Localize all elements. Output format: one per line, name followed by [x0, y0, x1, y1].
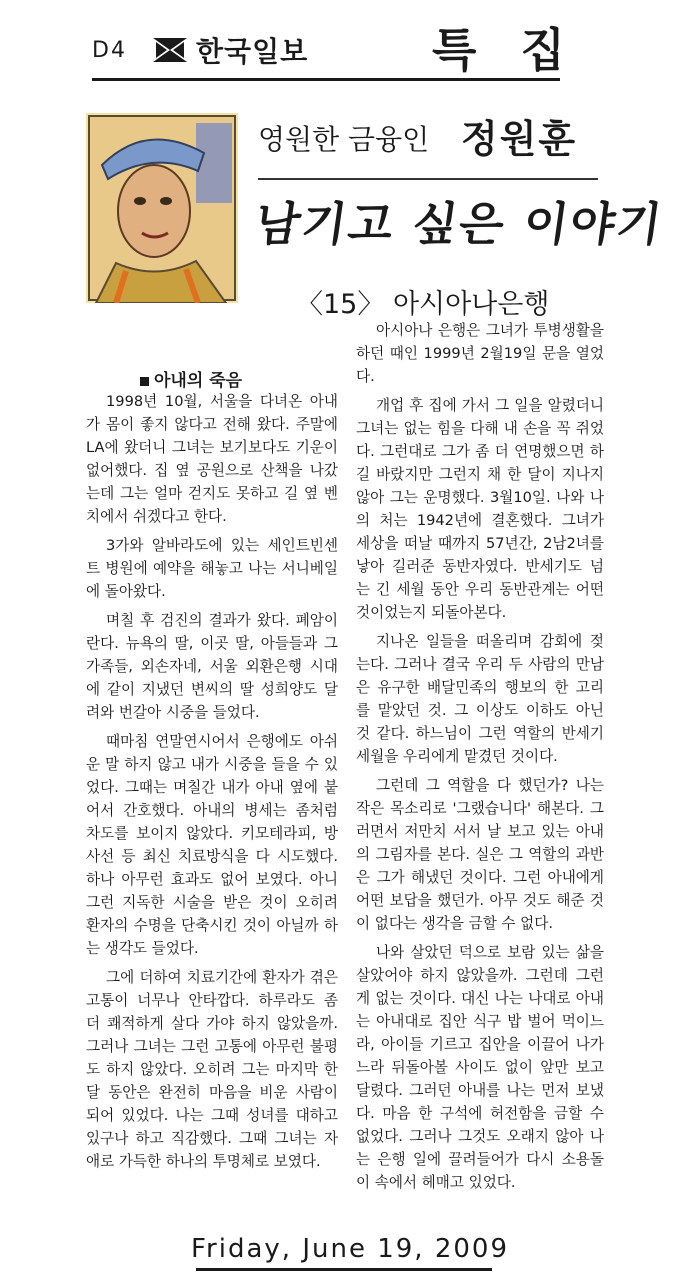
paragraph: 1998년 10월, 서울을 다녀온 아내가 몸이 좋지 않다고 전해 왔다. 주말에 LA에 왔더니 그녀는 보기보다도 기운이 없어했다. 집 옆 공원으로 산책을 나갔는데 그는 얼마 걷지도 못하고 길 옆 벤치에서 쉬겠다고 한다. — [86, 393, 338, 525]
paragraph: 며칠 후 검진의 결과가 왔다. 폐암이란다. 뉴욕의 딸, 이곳 딸, 아들들과 그 가족들, 외손자네, 서울 외환은행 시대에 같이 지냈던 변씨의 딸 성희양도 달려와 번갈아 시중을 들었다. — [86, 612, 338, 721]
chapter-title: 〈15〉 아시아나은행 — [296, 289, 550, 320]
paragraph: 그에 더하여 치료기간에 환자가 겪은 고통이 너무나 안타깝다. 하루라도 좀 더 쾌적하게 살다 가야 하지 않았을까. 그러나 그녀는 그런 고통에 아무런 불평도 하지 않았다. 오히려 그는 마지막 한 달 동안은 완전히 마음을 비운 사람이 되어 있었다. 나는 그때 성녀를 대하고 있구나 하고 직감했다. 그때 그녀는 자애로 가득한 하나의 투명체로 보였다. — [86, 969, 338, 1170]
author-portrait — [86, 113, 238, 303]
date-day: Friday, June 19 — [190, 1234, 415, 1264]
paragraph: 그런데 그 역할을 다 했던가? 나는 작은 목소리로 '그랬습니다' 해본다. 그러면서 저만치 서서 날 보고 있는 아내의 그림자를 본다. 실은 그 역할의 과반은 그가 해냈던 것이다. 그런 아내에게 어떤 보답을 했던가. 아무 것도 해준 것이 없다는 생각을 금할 수 없다. — [356, 777, 604, 932]
author-name: 정원훈 — [461, 116, 578, 161]
paragraph: 때마침 연말연시어서 은행에도 아쉬운 말 하지 않고 내가 시중을 들을 수 있었다. 그때는 며칠간 내가 아내 옆에 붙어서 간호했다. 아내의 병세는 좀처럼 차도를 보이지 않았다. 키모테라피, 방사선 등 최신 치료방식을 다 시도했다. 하나 아무런 효과도 없어 보였다. 아니 그런 지독한 시술을 받은 것이 오히려 환자의 수명을 단축시킨 것이 아닐까 하는 생각도 들었다. — [86, 733, 338, 957]
date-year: 2009 — [434, 1234, 509, 1264]
paragraph: 개업 후 집에 가서 그 일을 알렸더니 그녀는 없는 힘을 다해 내 손을 꼭 쥐었다. 그런대로 그가 좀 더 연명했으면 하길 바랐지만 그런지 채 한 달이 지나지 않아 그는 운명했다. 3월10일. 나와 나의 처는 1942년에 결혼했다. 그녀가 세상을 떠날 때까지 57년간, 2남2녀를 낳아 길러준 동반자였다. 반세기도 넘는 긴 세월 동안 우리 동반관계는 어떤 것이었는지 되돌아본다. — [356, 397, 604, 621]
section-title: 특 집 — [432, 23, 579, 77]
right-column — [356, 319, 604, 1200]
paper-logo-icon — [152, 37, 188, 63]
square-bullet-icon — [140, 377, 149, 386]
left-column — [86, 390, 338, 1179]
title-rule — [258, 178, 598, 180]
publication-date: Friday, June 19, 2009 — [190, 1234, 509, 1264]
paragraph: 나와 살았던 덕으로 보람 있는 삶을 살았어야 하지 않았을까. 그런데 그런게 없는 것이다. 대신 나는 나대로 아내는 아내대로 집안 식구 밥 벌어 먹이느라, 아이들 기르고 집안을 이끌어 나가느라 뒤돌아볼 사이도 없이 앞만 보고 달렸다. 그러던 아내를 나는 먼저 보냈다. 마음 한 구석에 허전함을 금할 수 없었다. 그러나 그것도 오래지 않아 나는 은행 일에 끌려들어가 다시 소용돌이 속에서 헤매고 있었다. — [356, 944, 604, 1191]
main-title: 남기고 싶은 이야기 — [251, 197, 667, 251]
footer-rule — [196, 1268, 492, 1271]
header-rule — [92, 78, 560, 81]
paper-name: 한국일보 — [196, 35, 309, 68]
subhead — [140, 366, 242, 391]
paragraph: 3가와 알바라도에 있는 세인트빈센트 병원에 예약을 해놓고 나는 서니베일에 돌아왔다. — [86, 537, 338, 600]
series-name: 영원한 금융인 — [258, 123, 430, 156]
paragraph: 아시아나 은행은 그녀가 투병생활을 하던 때인 1999년 2월19일 문을 열었다. — [356, 322, 604, 385]
subhead-text: 아내의 죽음 — [154, 371, 243, 391]
paragraph: 지나온 일들을 떠올리며 감회에 젖는다. 그러나 결국 우리 두 사람의 만남은 유구한 배달민족의 행보의 한 고리를 맡았던 것. 그 이상도 이하도 아닌 것 같다. 하느님이 그런 역할의 반세기 세월을 우리에게 맡겼던 것이다. — [356, 633, 604, 765]
page-code: D4 — [92, 38, 127, 63]
